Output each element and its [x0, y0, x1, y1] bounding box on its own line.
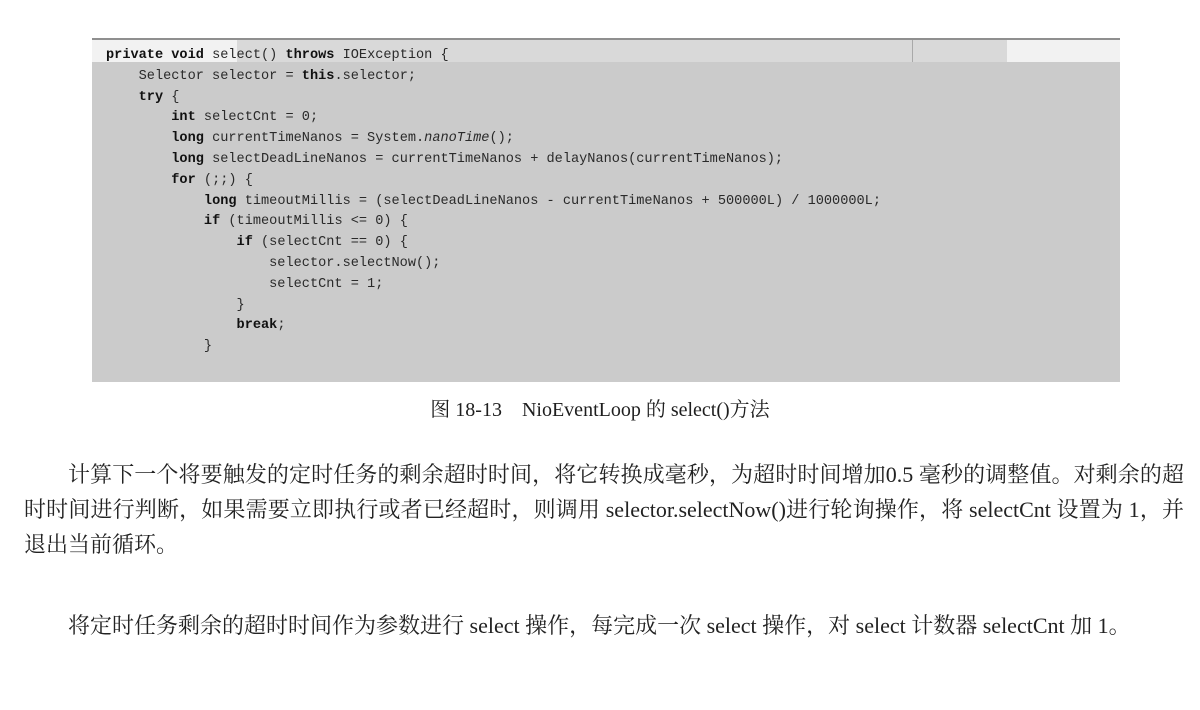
- body-paragraph-2: 将定时任务剩余的超时时间作为参数进行 select 操作，每完成一次 select 操作，对 select 计数器 selectCnt 加 1。: [68, 613, 1131, 638]
- code-keyword: int: [171, 110, 196, 126]
- code-line: [106, 275, 881, 296]
- code-keyword: long: [203, 193, 237, 209]
- code-keyword: break: [236, 318, 278, 334]
- code-keyword: long: [171, 131, 204, 147]
- code-token: [106, 173, 171, 188]
- code-line: [106, 233, 881, 254]
- code-line: [106, 108, 881, 129]
- code-token: ;: [277, 318, 286, 334]
- code-keyword: long: [171, 151, 204, 167]
- code-token: [106, 152, 171, 167]
- code-token: IOException {: [342, 48, 449, 63]
- code-token: (;;) {: [195, 172, 253, 188]
- code-keyword: private void: [106, 48, 213, 63]
- code-keyword: throws: [285, 48, 343, 63]
- code-token: (timeoutMillis <= 0) {: [220, 214, 408, 230]
- code-token: [106, 318, 237, 333]
- code-token: (selectCnt == 0) {: [252, 235, 408, 251]
- code-token: selector.selectNow();: [106, 255, 441, 271]
- code-line: [106, 129, 881, 150]
- figure-number: 图 18-13: [430, 399, 502, 421]
- code-token: [106, 235, 237, 250]
- caption-gap: [502, 399, 522, 421]
- code-token: nanoTime: [424, 131, 490, 147]
- code-line: [106, 88, 881, 109]
- code-line: [106, 150, 881, 171]
- code-token: selectDeadLineNanos = currentTimeNanos + delayNanos(currentTimeNanos);: [203, 151, 784, 167]
- code-keyword: if: [203, 214, 221, 230]
- code-figure: [92, 38, 1120, 382]
- code-line: [106, 46, 881, 67]
- body-paragraph-1: 计算下一个将要触发的定时任务的剩余超时时间，将它转换成毫秒，为超时时间增加0.5 毫秒的调整值。对剩余的超时时间进行判断，如果需要立即执行或者已经超时，则调用 selector.selectNow()进行轮询操作，将 selectCnt 设置为 1，并退出当前循环。: [24, 462, 1184, 557]
- code-line: [106, 212, 881, 233]
- code-keyword: for: [171, 172, 196, 188]
- code-line: [106, 337, 881, 358]
- code-token: selectCnt = 0;: [195, 110, 319, 126]
- code-line: [106, 171, 881, 192]
- code-line: [106, 192, 881, 213]
- figure-title: NioEventLoop 的 select()方法: [521, 399, 770, 421]
- code-line: [106, 316, 881, 337]
- code-token: .selector;: [334, 68, 417, 84]
- code-token: [106, 131, 171, 146]
- code-token: [106, 194, 204, 209]
- code-margin-marker: [912, 40, 913, 62]
- code-token: selectCnt = 1;: [106, 276, 384, 292]
- code-keyword: if: [236, 235, 253, 251]
- code-token: }: [106, 297, 245, 313]
- code-token: timeoutMillis = (selectDeadLineNanos - currentTimeNanos + 500000L) / 1000000L;: [236, 193, 881, 209]
- code-keyword: try: [138, 89, 164, 105]
- code-token: ();: [489, 131, 514, 147]
- code-token: }: [106, 339, 213, 355]
- code-keyword: this: [301, 68, 335, 84]
- code-token: [106, 214, 204, 229]
- code-line: [106, 67, 881, 88]
- code-token: [106, 90, 139, 105]
- code-token: {: [163, 89, 180, 105]
- code-token: [106, 110, 171, 125]
- code-block: [106, 46, 881, 358]
- code-token: currentTimeNanos = System.: [203, 131, 425, 147]
- code-line: [106, 296, 881, 317]
- code-token: Selector selector =: [106, 68, 302, 84]
- code-line: [106, 254, 881, 275]
- code-token: select(): [212, 48, 286, 63]
- figure-caption: [0, 397, 1200, 423]
